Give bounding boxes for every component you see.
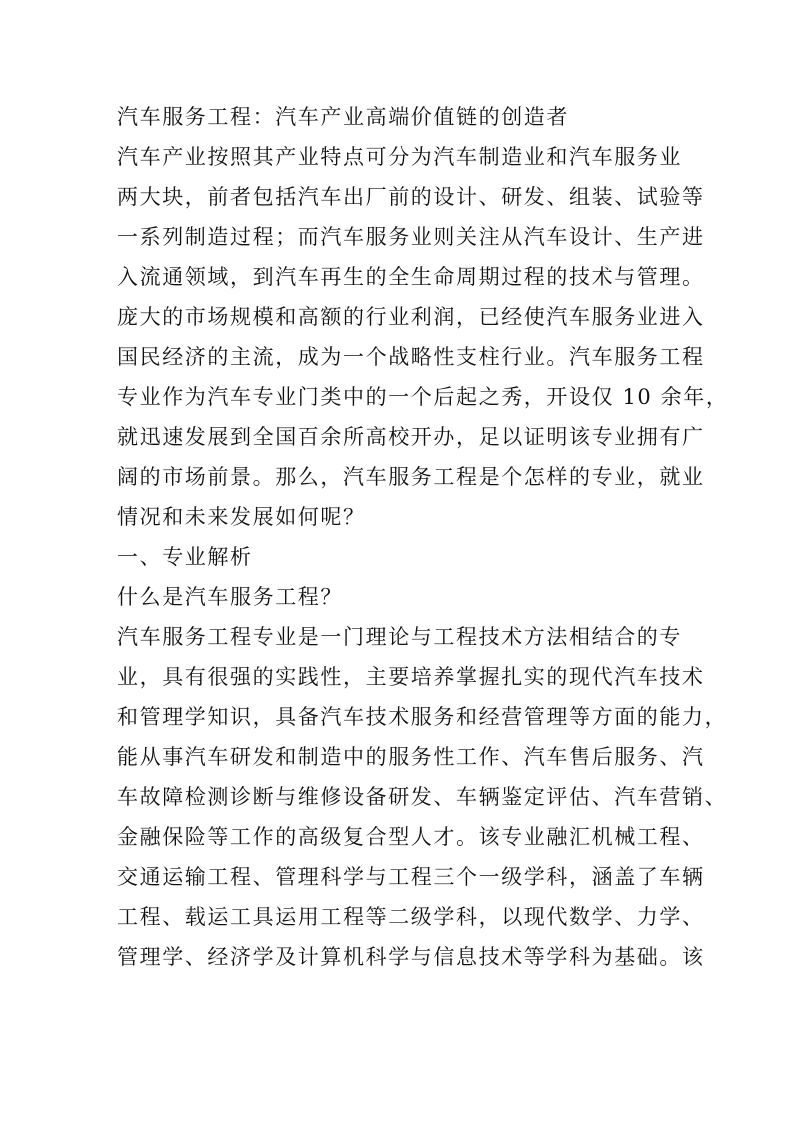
text-line: 工程、载运工具运用工程等二级学科，以现代数学、力学、 <box>117 905 705 929</box>
text-line: 两大块，前者包括汽车出厂前的设计、研发、组装、试验等 <box>117 185 705 209</box>
subheading: 什么是汽车服务工程？ <box>117 585 343 609</box>
text-line: 业，具有很强的实践性，主要培养掌握扎实的现代汽车技术 <box>117 665 705 689</box>
text-line: 金融保险等工作的高级复合型人才。该专业融汇机械工程、 <box>117 825 705 849</box>
document-title: 汽车服务工程：汽车产业高端价值链的创造者 <box>117 105 569 129</box>
text-line: 和管理学知识，具备汽车技术服务和经营管理等方面的能力， <box>117 705 728 729</box>
text-line: 汽车产业按照其产业特点可分为汽车制造业和汽车服务业 <box>117 145 682 169</box>
intro-paragraph <box>117 137 729 537</box>
text-line: 就迅速发展到全国百余所高校开办，足以证明该专业拥有广 <box>117 425 705 449</box>
text-line: 专业作为汽车专业门类中的一个后起之秀，开设仅 10 余年， <box>117 385 729 409</box>
document-page <box>117 97 729 977</box>
text-line: 入流通领域，到汽车再生的全生命周期过程的技术与管理。 <box>117 265 705 289</box>
text-line: 阔的市场前景。那么，汽车服务工程是个怎样的专业，就业 <box>117 465 705 489</box>
text-line: 庞大的市场规模和高额的行业利润，已经使汽车服务业进入 <box>117 305 705 329</box>
text-line: 能从事汽车研发和制造中的服务性工作、汽车售后服务、汽 <box>117 745 705 769</box>
text-line: 一系列制造过程；而汽车服务业则关注从汽车设计、生产进 <box>117 225 705 249</box>
text-line: 汽车服务工程专业是一门理论与工程技术方法相结合的专 <box>117 625 682 649</box>
body-paragraph <box>117 617 728 977</box>
text-line: 车故障检测诊断与维修设备研发、车辆鉴定评估、汽车营销、 <box>117 785 728 809</box>
section-heading: 一、专业解析 <box>117 545 253 569</box>
text-line: 情况和未来发展如何呢？ <box>117 505 366 529</box>
text-line: 国民经济的主流，成为一个战略性支柱行业。汽车服务工程 <box>117 345 705 369</box>
text-line: 管理学、经济学及计算机科学与信息技术等学科为基础。该 <box>117 945 705 969</box>
text-line: 交通运输工程、管理科学与工程三个一级学科，涵盖了车辆 <box>117 865 705 889</box>
